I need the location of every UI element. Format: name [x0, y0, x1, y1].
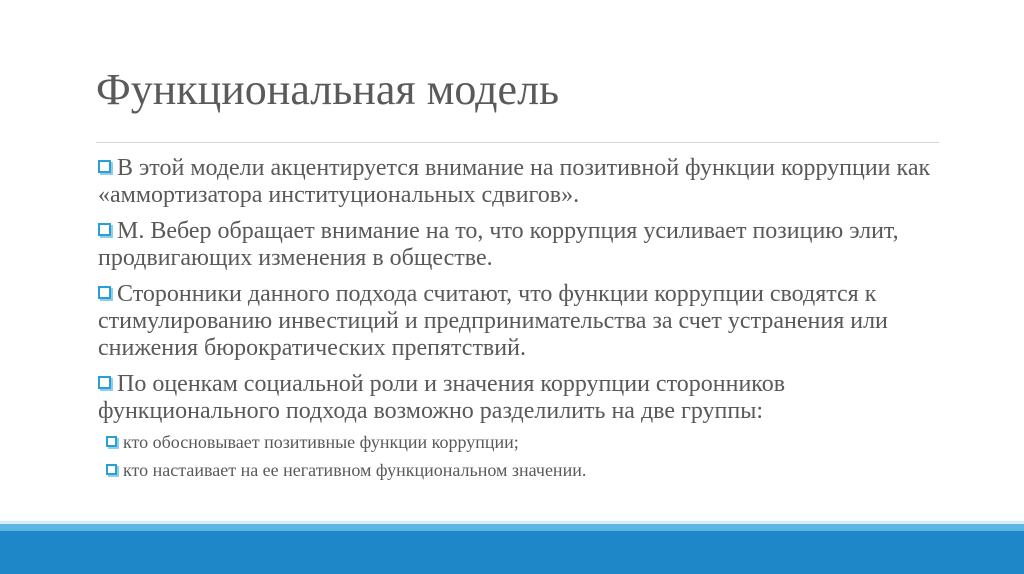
list-item-text: Сторонники данного подхода считают, что функции коррупции сводятся к стимулированию инвестиций и предпринимательства за счет устранения или снижения бюрократических препятствий.	[98, 281, 888, 361]
list-item-text: В этой модели акцентируется внимание на позитивной функции коррупции как «аммортизатора институциональных сдвигов».	[98, 155, 931, 208]
title-divider	[96, 142, 939, 143]
hollow-square-icon	[98, 376, 111, 389]
hollow-square-icon	[98, 223, 111, 236]
sub-list-item	[106, 430, 946, 454]
footer-band	[0, 531, 1024, 574]
sub-list-item-text: кто настаивает на ее негативном функциональном значении.	[123, 460, 587, 480]
hollow-square-icon	[98, 160, 111, 173]
slide-title: Функциональная модель	[96, 65, 560, 114]
hollow-square-icon	[106, 464, 117, 475]
list-item-text: По оценкам социальной роли и значения коррупции сторонников функционального подхода возможно разделилить на две группы:	[98, 371, 786, 424]
hollow-square-icon	[98, 286, 111, 299]
list-item	[96, 218, 946, 272]
sub-bullet-list	[96, 430, 946, 482]
list-item	[96, 155, 946, 209]
list-item	[96, 281, 946, 362]
hollow-square-icon	[106, 436, 117, 447]
footer-band-light	[0, 524, 1024, 531]
list-item-text: М. Вебер обращает внимание на то, что коррупция усиливает позицию элит, продвигающих изменения в обществе.	[98, 218, 899, 271]
sub-list-item	[106, 458, 946, 482]
sub-list-item-text: кто обосновывает позитивные функции коррупции;	[123, 432, 519, 452]
bullet-list	[96, 155, 946, 486]
list-item	[96, 371, 946, 425]
